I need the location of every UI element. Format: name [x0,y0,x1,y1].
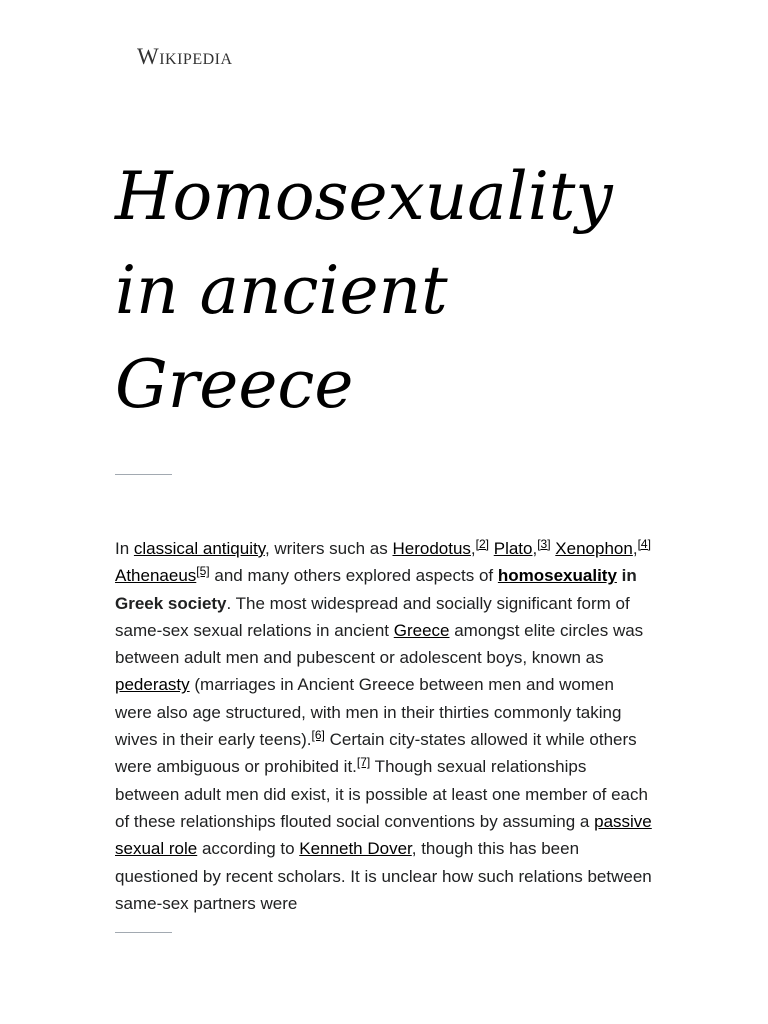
link-herodotus[interactable]: Herodotus [392,539,471,558]
citation-3[interactable] [537,537,550,551]
text-run: (marriages in Ancient Greece between men and women were also age structured, with men in their thirties commonly taking wives in their early teens). [115,675,622,750]
bold-text-run: in Greek society [115,566,637,613]
title-divider [115,474,172,475]
text-run: Though sexual relationships between adult men did exist, it is possible at least one member of each of these relationships flouted social conventions by assuming a [115,757,648,831]
citation-4-link[interactable]: [4] [637,537,651,551]
citation-4[interactable] [638,537,651,551]
link-greece[interactable]: Greece [393,620,450,640]
citation-6-link[interactable]: [6] [311,728,325,743]
text-run: In [115,539,134,558]
citation-5-link[interactable]: [5] [196,564,210,579]
citation-2-link[interactable]: [2] [475,537,489,551]
text-run: according to [197,839,300,859]
link-homosexuality[interactable]: homosexuality [497,566,617,586]
text-run: , writers such as [264,539,393,558]
link-classical-antiquity[interactable]: classical antiquity [133,539,265,558]
wikipedia-wordmark[interactable]: Wikipedia [137,44,233,69]
citation-2[interactable] [476,537,489,551]
text-run: . The most widespread and socially significant form of same-sex sexual relations in ancient [115,593,630,640]
page-title: Homosexuality in ancient Greece [115,158,613,423]
citation-3-link[interactable]: [3] [537,537,551,551]
citation-7-link[interactable]: [7] [356,755,371,770]
text-run: Certain city-states allowed it while others were ambiguous or prohibited it. [115,730,637,777]
text-run: amongst elite circles was between adult men and pubescent or adolescent boys, known as [115,620,644,668]
link-plato[interactable]: Plato [493,539,533,558]
link-kenneth-dover[interactable]: Kenneth Dover [299,839,412,859]
citation-6[interactable] [312,728,325,742]
text-run: , though this has been questioned by recent scholars. It is unclear how such relations between same-sex partners were [115,839,652,913]
text-run: , [470,539,476,558]
lead-paragraph [115,535,655,917]
text-run: , [632,539,638,558]
link-passive-sexual-role[interactable]: passive sexual role [115,811,652,859]
link-athenaeus[interactable]: Athenaeus [115,566,197,586]
link-pederasty[interactable]: pederasty [115,675,190,695]
link-xenophon[interactable]: Xenophon [555,539,633,558]
citation-5[interactable] [196,564,209,578]
citation-7[interactable] [357,755,370,769]
text-run: , [532,539,538,558]
section-divider [115,932,172,933]
text-run: and many others explored aspects of [209,566,498,586]
